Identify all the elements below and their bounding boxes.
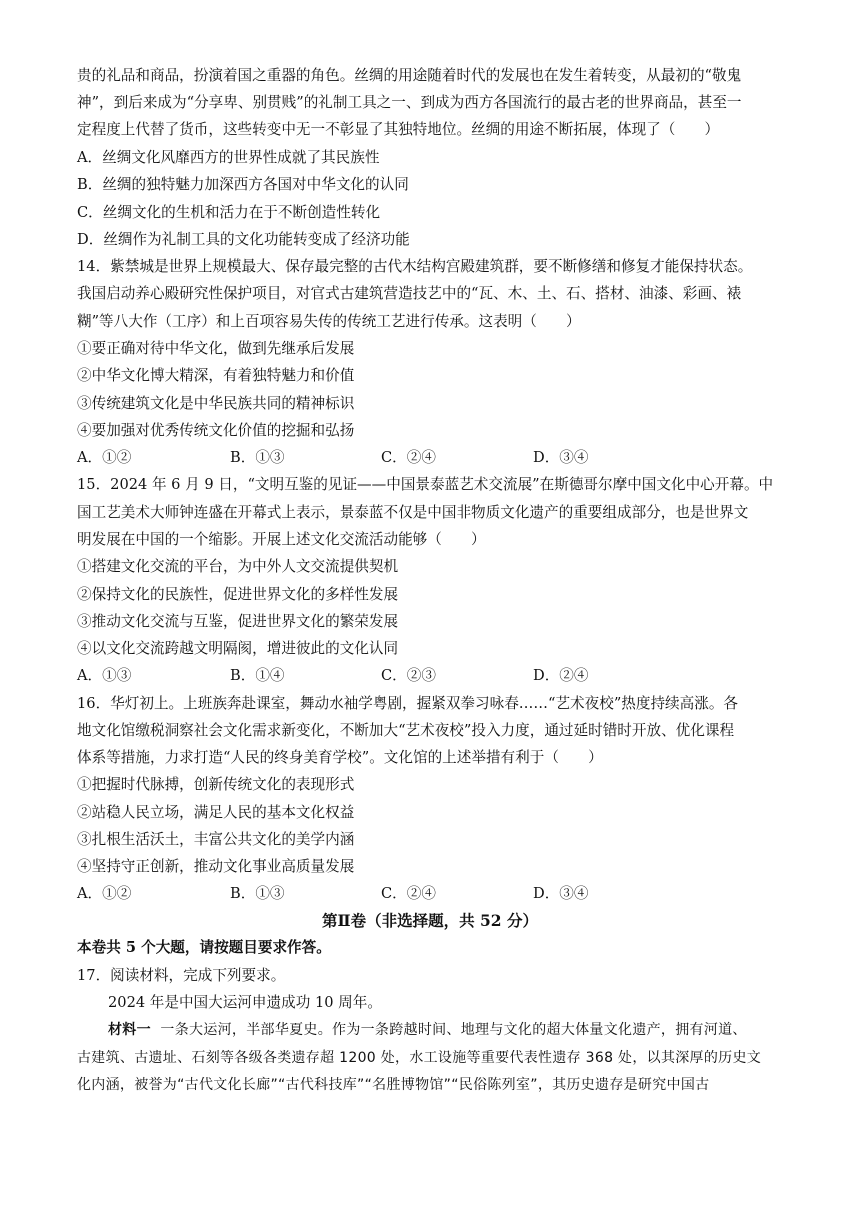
q14-text-line: 14．紫禁城是世界上规模最大、保存最完整的古代木结构宫殿建筑群，要不断修缮和修复才能保持状态。	[77, 258, 753, 275]
q15-statement: ①搭建文化交流的平台，为中外人文交流提供契机	[77, 558, 399, 575]
q16-statement: ①把握时代脉搏，创新传统文化的表现形式	[77, 776, 355, 793]
q16-option-c: C．②④	[381, 885, 436, 902]
q14-statement: ③传统建筑文化是中华民族共同的精神标识	[77, 395, 355, 412]
q13-option-b: B．丝绸的独特魅力加深西方各国对中华文化的认同	[77, 176, 409, 193]
q15-statement: ④以文化交流跨越文明隔阂，增进彼此的文化认同	[77, 640, 399, 657]
q16-option-d: D．③④	[533, 885, 589, 902]
q16-statement: ②站稳人民立场，满足人民的基本文化权益	[77, 804, 355, 821]
q13-text-line: 定程度上代替了货币，这些转变中无一不彰显了其独特地位。丝绸的用途不断拓展，体现了（ ）	[77, 121, 720, 138]
q13-text-line: 神”，到后来成为“分享卑、别贯贱”的礼制工具之一、到成为西方各国流行的最古老的世界商品，甚至一	[77, 94, 742, 111]
q14-statement: ④要加强对优秀传统文化价值的挖掘和弘扬	[77, 422, 355, 439]
q13-option-d: D．丝绸作为礼制工具的文化功能转变成了经济功能	[77, 231, 410, 248]
q17-material1-line	[108, 1020, 747, 1040]
q16-text-line: 体系等措施，力求打造“人民的终身美育学校”。文化馆的上述举措有利于（ ）	[77, 749, 603, 766]
q17-material1-text: 一条大运河，半部华夏史。作为一条跨越时间、地理与文化的超大体量文化遗产，拥有河道、	[160, 1022, 747, 1038]
q15-statement: ③推动文化交流与互鉴，促进世界文化的繁荣发展	[77, 613, 399, 630]
q14-statement: ①要正确对待中华文化，做到先继承后发展	[77, 340, 355, 357]
q13-option-c: C．丝绸文化的生机和活力在于不断创造性转化	[77, 204, 381, 221]
q16-option-b: B．①③	[230, 885, 285, 902]
q14-option-b: B．①③	[230, 449, 285, 466]
q16-option-a: A．①②	[77, 885, 132, 902]
q16-statement: ③扎根生活沃土，丰富公共文化的美学内涵	[77, 831, 355, 848]
q17-material1-line: 古建筑、古遗址、石刻等各级各类遗存超 1200 处，水工设施等重要代表性遗存 368 处，以其深厚的历史文	[77, 1050, 762, 1066]
q13-text-line: 贵的礼品和商品，扮演着国之重器的角色。丝绸的用途随着时代的发展也在发生着转变，从最初的“敬鬼	[77, 67, 742, 84]
q14-option-d: D．③④	[533, 449, 589, 466]
q17-material1-line: 化内涵，被誉为“古代文化长廊”“古代科技库”“名胜博物馆”“民俗陈列室”，其历史遗存是研究中国古	[77, 1077, 710, 1093]
q17-intro: 2024 年是中国大运河申遗成功 10 周年。	[108, 994, 382, 1011]
q15-statement: ②保持文化的民族性，促进世界文化的多样性发展	[77, 586, 399, 603]
q13-option-a: A．丝绸文化风靡西方的世界性成就了其民族性	[77, 149, 380, 166]
q15-text-line: 明发展在中国的一个缩影。开展上述文化交流活动能够（ ）	[77, 531, 486, 548]
part2-instruction: 本卷共 5 个大题，请按题目要求作答。	[77, 939, 331, 956]
q15-option-b: B．①④	[230, 667, 285, 684]
q17-prompt: 17．阅读材料，完成下列要求。	[77, 967, 286, 984]
q15-option-a: A．①③	[77, 667, 132, 684]
q16-text-line: 16．华灯初上。上班族奔赴课室，舞动水袖学粤剧，握紧双拳习咏春……“艺术夜校”热度持续高涨。各	[77, 695, 739, 712]
q14-statement: ②中华文化博大精深，有着独特魅力和价值	[77, 367, 355, 384]
q15-text-line: 国工艺美术大师钟连盛在开幕式上表示，景泰蓝不仅是中国非物质文化遗产的重要组成部分，也是世界文	[77, 504, 749, 521]
q14-text-line: 我国启动养心殿研究性保护项目，对官式古建筑营造技艺中的“瓦、木、土、石、搭材、油漆、彩画、裱	[77, 285, 742, 302]
q14-text-line: 糊”等八大作（工序）和上百项容易失传的传统工艺进行传承。这表明（ ）	[77, 313, 581, 330]
q16-text-line: 地文化馆缴税洞察社会文化需求新变化，不断加大“艺术夜校”投入力度，通过延时错时开放、优化课程	[77, 722, 735, 739]
q14-option-a: A．①②	[77, 449, 132, 466]
q15-option-c: C．②③	[381, 667, 436, 684]
q15-text-line: 15．2024 年 6 月 9 日，“文明互鉴的见证——中国景泰蓝艺术交流展”在斯德哥尔摩中国文化中心开幕。中	[77, 476, 774, 493]
part2-title: 第Ⅱ卷（非选择题，共 52 分）	[322, 911, 538, 930]
q16-statement: ④坚持守正创新，推动文化事业高质量发展	[77, 858, 355, 875]
q17-material1-label: 材料一	[108, 1022, 151, 1038]
q14-option-c: C．②④	[381, 449, 436, 466]
q15-option-d: D．②④	[533, 667, 589, 684]
